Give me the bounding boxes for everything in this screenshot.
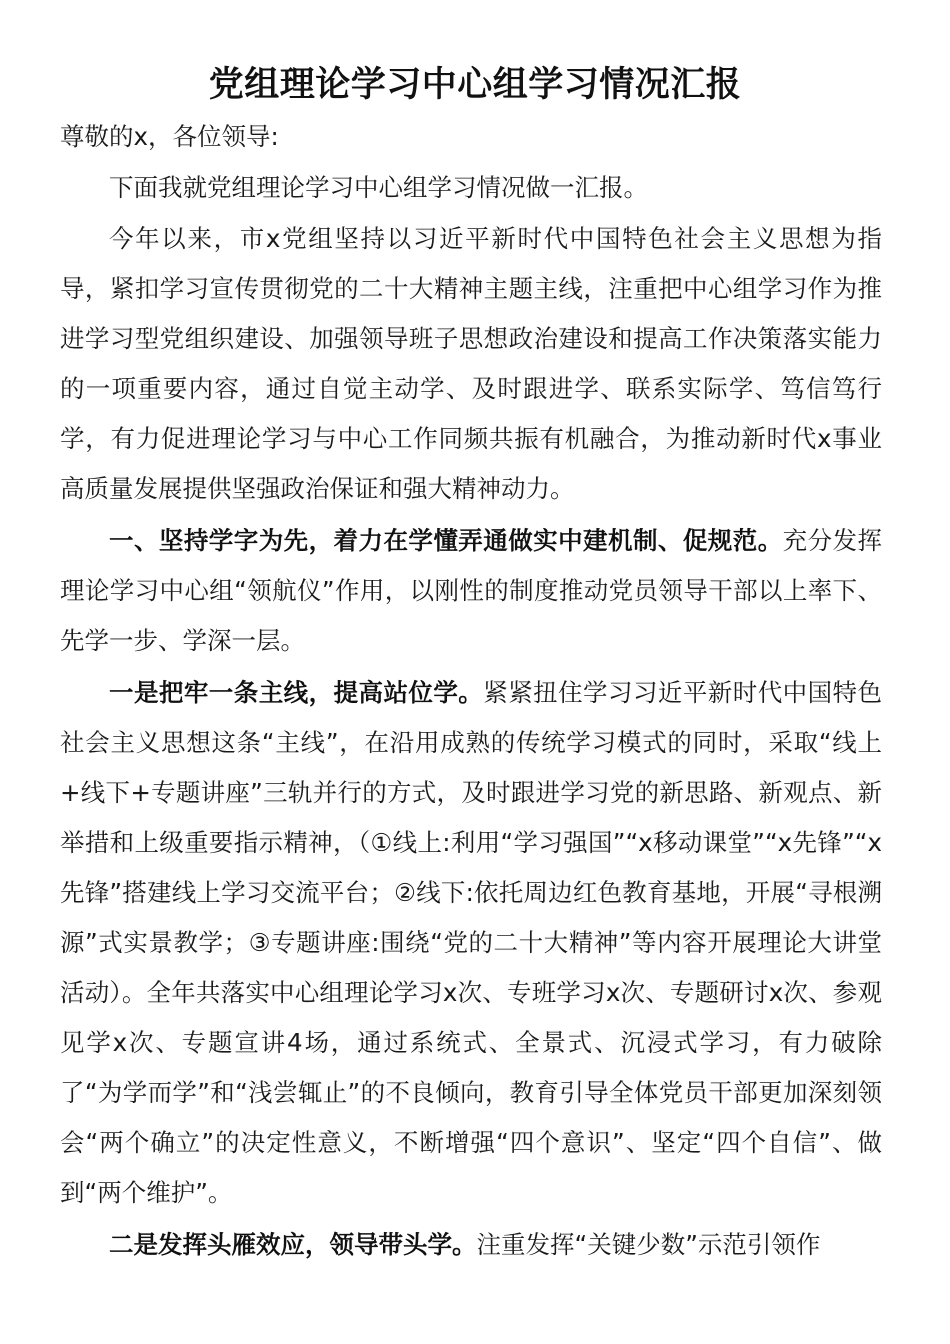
point-two-heading: 二是发挥头雁效应，领导带头学。 — [109, 1230, 477, 1259]
document-body — [60, 112, 882, 1270]
point-one-heading: 一是把牢一条主线，提高站位学。 — [109, 678, 484, 707]
intro-paragraph — [60, 163, 882, 213]
point-two-text: 注重发挥“关键少数”示范引领作 — [476, 1230, 821, 1259]
overview-paragraph — [60, 214, 882, 514]
point-one-paragraph — [60, 668, 882, 1218]
point-two-paragraph — [60, 1220, 882, 1270]
document-title: 党组理论学习中心组学习情况汇报 — [208, 64, 742, 105]
intro-paragraph-text: 下面我就党组理论学习中心组学习情况做一汇报。 — [109, 173, 648, 202]
point-one-text: 紧紧扭住学习习近平新时代中国特色社会主义思想这条“主线”，在沿用成熟的传统学习模式的同时，采取“线上+线下+专题讲座”三轨并行的方式，及时跟进学习党的新思路、新观点、新举措和上级重要指示精神，（①线上:利用“学习强国”“x移动课堂”“x先锋”“x先锋”搭建线上学习交流平台；②线下:依托周边红色教育基地，开展“寻根溯源”式实景教学；③专题讲座:围绕“党的二十大精神”等内容开展理论大讲堂活动）。全年共落实中心组理论学习x次、专班学习x次、专题研讨x次、参观见学x次、专题宣讲4场，通过系统式、全景式、沉浸式学习，有力破除了“为学而学”和“浅尝辄止”的不良倾向，教育引导全体党员干部更加深刻领会“两个确立”的决定性意义，不断增强“四个意识”、坚定“四个自信”、做到“两个维护”。 — [60, 678, 882, 1207]
overview-paragraph-text: 今年以来，市x党组坚持以习近平新时代中国特色社会主义思想为指导，紧扣学习宣传贯彻党的二十大精神主题主线，注重把中心组学习作为推进学习型党组织建设、加强领导班子思想政治建设和提高工作决策落实能力的一项重要内容，通过自觉主动学、及时跟进学、联系实际学、笃信笃行学，有力促进理论学习与中心工作同频共振有机融合，为推动新时代x事业高质量发展提供坚强政治保证和强大精神动力。 — [60, 224, 882, 503]
section-one-text: 充分发挥理论学习中心组“领航仪”作用，以刚性的制度推动党员领导干部以上率下、先学一步、学深一层。 — [60, 526, 883, 655]
salutation: 尊敬的x，各位领导: — [60, 122, 279, 151]
section-one-paragraph — [60, 516, 882, 666]
section-one-heading: 一、坚持学字为先，着力在学懂弄通做实中建机制、促规范。 — [109, 526, 783, 555]
